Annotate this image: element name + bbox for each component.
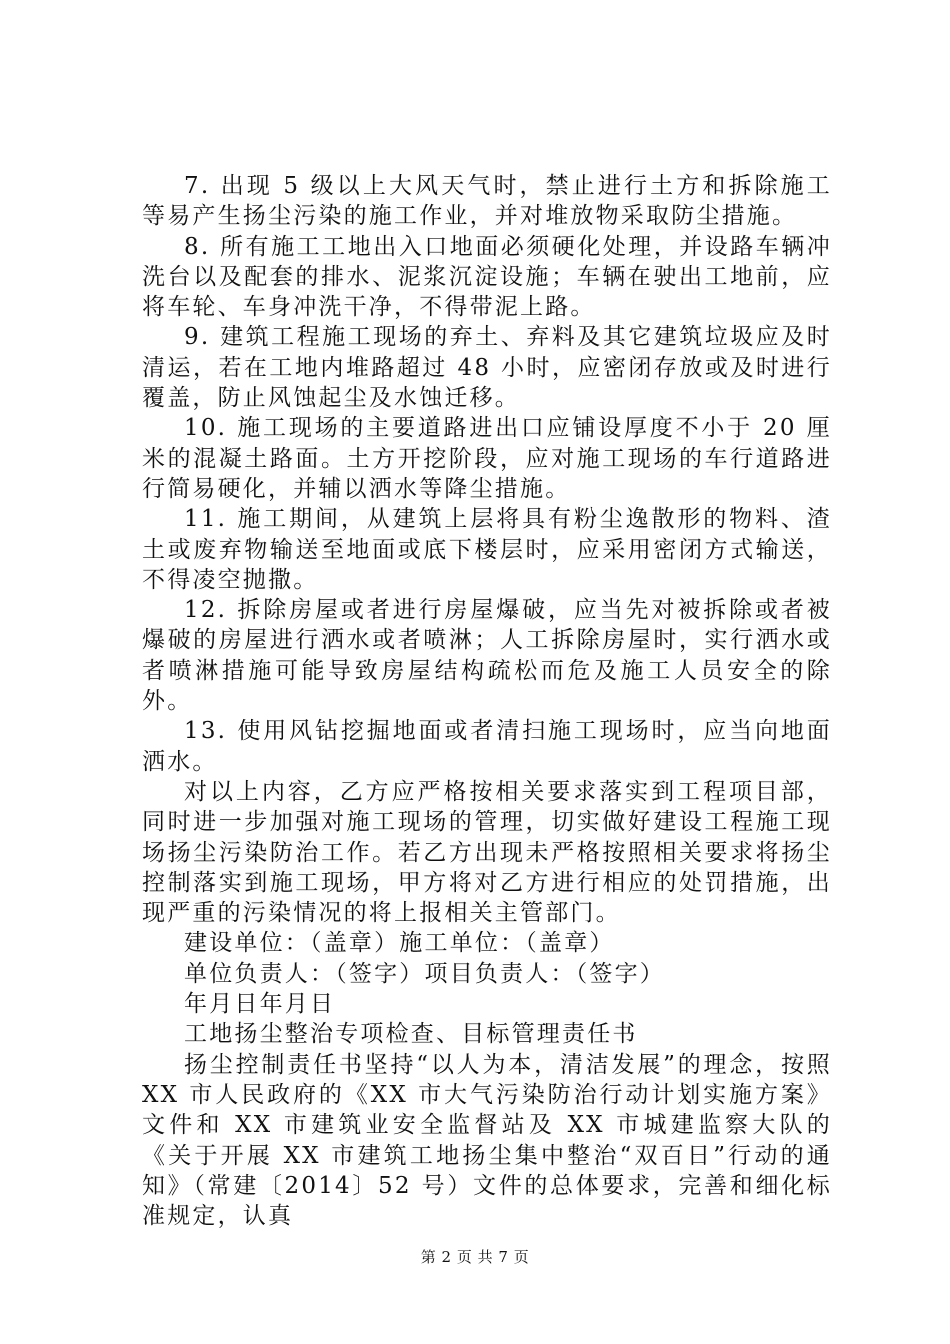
paragraph-item-10: 10. 施工现场的主要道路进出口应铺设厚度不小于 20 厘米的混凝土路面。土方开挖阶段，应对施工现场的车行道路进行简易硬化，并辅以洒水等降尘措施。 [142,415,832,502]
paragraph-intro: 扬尘控制责任书坚持“以人为本，清洁发展”的理念，按照 XX 市人民政府的《XX 市大气污染防治行动计划实施方案》文件和 XX 市建筑业安全监督站及 XX 市城建监察大队的《关于开展 XX 市建筑工地扬尘集中整治“双百日”行动的通知》（常建〔2014〕52 号）文件的总体要求，完善和细化标准规定，认真 [142,1051,832,1230]
paragraph-item-8: 8. 所有施工工地出入口地面必须硬化处理，并设路车辆冲洗台以及配套的排水、泥浆沉淀设施；车辆在驶出工地前，应将车轮、车身冲洗干净，不得带泥上路。 [142,233,832,321]
document-body [142,171,832,1231]
signature-seal-line: 建设单位：（盖章）施工单位：（盖章） [184,930,615,957]
paragraph-item-13: 13. 使用风钻挖掘地面或者清扫施工现场时，应当向地面洒水。 [142,718,832,775]
paragraph-item-7: 7. 出现 5 级以上大风天气时，禁止进行土方和拆除施工等易产生扬尘污染的施工作业，并对堆放物采取防尘措施。 [142,173,832,230]
paragraph-item-11: 11. 施工期间，从建筑上层将具有粉尘逸散形的物料、渣土或废弃物输送至地面或底下楼层时，应采用密闭方式输送，不得凌空抛撒。 [142,506,832,593]
paragraph-summary: 对以上内容，乙方应严格按相关要求落实到工程项目部，同时进一步加强对施工现场的管理，切实做好建设工程施工现场扬尘污染防治工作。若乙方出现未严格按照相关要求将扬尘控制落实到施工现场，甲方将对乙方进行相应的处罚措施，出现严重的污染情况的将上报相关主管部门。 [142,778,832,927]
paragraph-item-12: 12. 拆除房屋或者进行房屋爆破，应当先对被拆除或者被爆破的房屋进行洒水或者喷淋；人工拆除房屋时，实行洒水或者喷淋措施可能导致房屋结构疏松而危及施工人员安全的除外。 [142,597,832,715]
signature-name-line: 单位负责人：（签字）项目负责人：（签字） [184,960,665,987]
section-title: 工地扬尘整治专项检查、目标管理责任书 [184,1021,638,1048]
page-footer: 第 2 页 共 7 页 [420,1248,530,1266]
paragraph-item-9: 9. 建筑工程施工现场的弃土、弃料及其它建筑垃圾应及时清运，若在工地内堆路超过 48 小时，应密闭存放或及时进行覆盖，防止风蚀起尘及水蚀迁移。 [142,324,832,412]
signature-date-line: 年月日年月日 [184,991,336,1018]
